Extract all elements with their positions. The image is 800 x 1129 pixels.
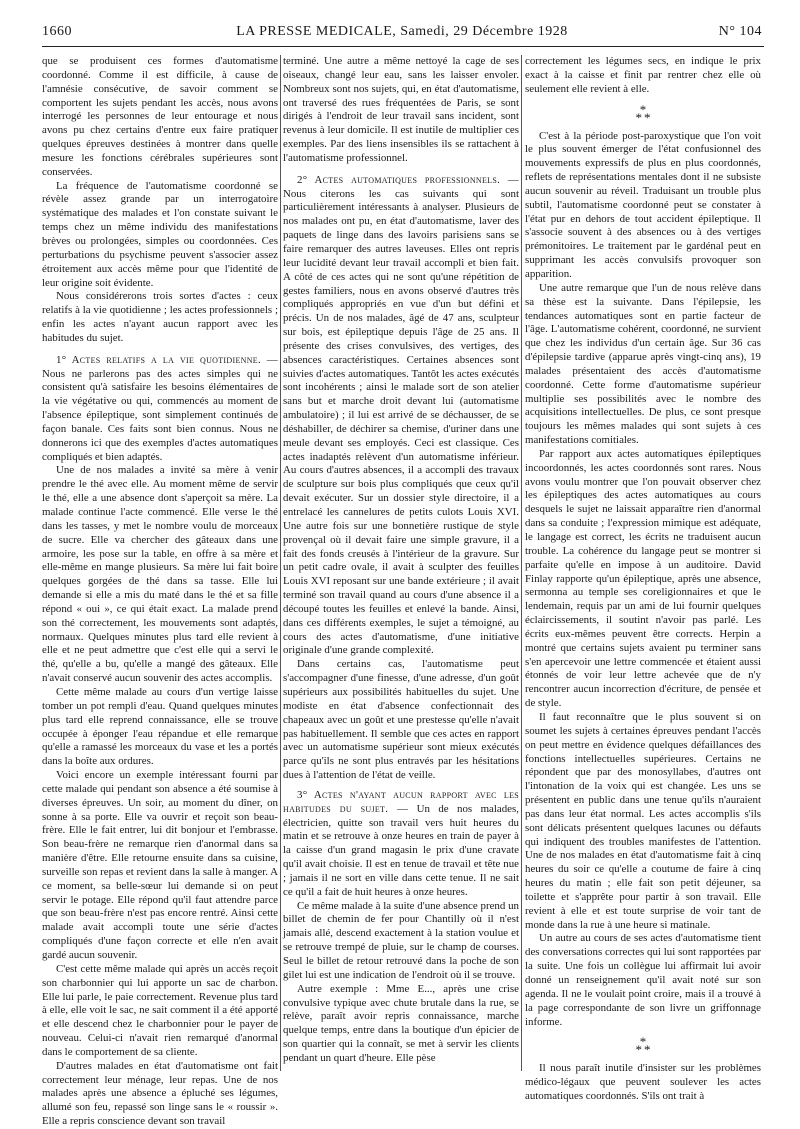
asterism-mark: * * xyxy=(635,109,651,125)
column-divider xyxy=(280,55,281,1071)
section-separator xyxy=(525,1034,761,1058)
journal-title: LA PRESSE MEDICALE, Samedi, 29 Décembre 1928 xyxy=(236,24,568,39)
paragraph: terminé. Une autre a même nettoyé la cage de ses oiseaux, changé leur eau, sans les laisser envoler. Nombreux sont nos sujets, qui, en état d'automatisme, ont traversé des rues fréquentées de Paris, se sont dirigés à l'endroit de leur travail sans incident, sont revenus à leur domicile. Il est inutile de multiplier ces exemples. Par des liens insensibles ils se rattachent à l'automatisme professionnel. xyxy=(283,55,519,164)
page-number: 1660 xyxy=(42,24,72,39)
paragraph: Par rapport aux actes automatiques épileptiques incoordonnés, les actes coordonnés sont rares. Nous avons voulu montrer que l'on pouvait observer chez les épileptiques des actes automatiques au cours desquels le sujet ne laissait apparaître rien d'anormal dans sa conduite ; l'expression mimique est adéquate, le langage est correct, les écrits ne traduisent aucun trouble. La cohérence du langage peut se montrer si parfaite qu'elle en impose à un auditoire. David Finlay rapporte qu'un épileptique, après une absence, sermonna au temple ses coreligionnaires et que le lendemain, requis par un ami de lui fournir quelques éclaircissements, il soutint n'avoir pas parlé. Les écrits eux-mêmes peuvent être corrects. Herpin a montré que certains sujets avaient pu terminer sans s'en apercevoir une lettre commencée et étaient aussi étonnés de voir leur lettre achevée que de n'y rencontrer aucun incorrection d'écriture, de pensée et de style. xyxy=(525,447,761,710)
paragraph: La fréquence de l'automatisme coordonné se révèle assez grande par un interrogatoire systématique des malades et l'on constate suivant le temps chez un même individu des manifestations brèves ou prolongées, simples ou coordonnées. Ces perturbations du psychisme peuvent s'associer assez étroitement aux accès même pour que l'identité de leur origine soit évidente. xyxy=(42,179,278,289)
asterism-mark: * xyxy=(639,101,647,117)
text-column-1 xyxy=(42,55,278,1129)
paragraph: Un autre au cours de ses actes d'automatisme tient des conversations correctes qui lui sont rapportées par la suite. Une fois un collègue lui affirmait lui avoir donné un renseignement qu'il avait noté sur son agenda. Il ne le voulait point croire, mais il a trouvé à la page correspondante de son livre un griffonnage informe. xyxy=(525,932,761,1028)
paragraph: Dans certains cas, l'automatisme peut s'accompagner d'une finesse, d'une adresse, d'un goût supérieurs aux possibilités habituelles du sujet. Une modiste en état d'absence confectionnait des chapeaux avec un goût et une prestesse qu'elle n'avait pas habituellement. Il semble que ces actes en rapport avec un automatisme supérieur sont mieux exécutés parce qu'ils ne sont plus entravés par les hésitations dues à l'attention de l'état de veille. xyxy=(283,658,519,782)
paragraph-text: Nous ne parlerons pas des actes simples qui ne consistent qu'à satisfaire les besoins élémentaires de la vie végétative ou qui, commencés au moment de l'absence épileptique, sont simplement continués de façon banale. Ces faits sont bien connus. Nous ne donnerons ici que des exemples d'actes automatiques compliqués et bien adaptés. xyxy=(42,367,278,463)
section-2-paragraph xyxy=(283,174,519,659)
section-separator xyxy=(525,101,761,125)
section-3-paragraph xyxy=(283,789,519,900)
section-heading: 2° Actes automatiques professionnels. — xyxy=(297,173,519,186)
paragraph: Cette même malade au cours d'un vertige laisse tomber un pot rempli d'eau. Quand quelques minutes plus tard elle reprend connaissance, elle se trouve occupée à éponger l'eau répandue et elle remarque qu'elle a ramassé les morceaux du vase et les a portés dans la boîte aux ordures. xyxy=(42,685,278,768)
paragraph-text: Un de nos malades, électricien, quitte son travail vers huit heures du matin et se retrouve à onze heures en train de payer à la caisse d'un grand magasin le prix d'une cravate qu'il avait choisie. Il est en tenue de travail et tête nue ; jamais il ne sort en ville dans cette tenue. Il ne sait ce qu'il a fait de huit heures à onze heures. xyxy=(283,802,519,898)
paragraph: D'autres malades en état d'automatisme ont fait correctement leur ménage, leur repas. Une de nos malades après une absence a épluché ses légumes, allumé son feu, repassé son linge sans le « roussir ». Elle a repris conscience devant son travail xyxy=(42,1059,278,1128)
paragraph: Autre exemple : Mme E..., après une crise convulsive typique avec chute brutale dans la rue, se relève, paraît avoir repris connaissance, marche quelque temps, entre dans la boutique d'un épicier de son quartier qui la connaît, se met à servir les clients pendant un quart d'heure. Elle pèse xyxy=(283,982,519,1064)
column-divider xyxy=(521,55,522,1071)
text-column-2 xyxy=(283,55,519,1066)
issue-number: N° 104 xyxy=(718,24,762,39)
paragraph: C'est cette même malade qui après un accès reçoit son charbonnier qui lui apporte un sac de charbon. Elle lui parle, le paie correctement. Revenue plus tard à elle, elle voit le sac, ne sait comment il a été apporté et elle descend chez le charbonnier pour le payer de nouveau. Celui-ci n'avait rien remarqué d'anormal dans le comportement de sa cliente. xyxy=(42,962,278,1058)
page-header xyxy=(42,24,762,46)
header-rule xyxy=(42,46,764,47)
paragraph: que se produisent ces formes d'automatisme coordonné. Comme il est difficile, à cause de l'amnésie consécutive, de savoir comment se comportent les sujets pendant les accès, nous avons interrogé les personnes de leur entourage et nous avons pu chez certains d'entre eux faire pratiquer quelques épreuves destinées à montrer dans quelle mesure les fonctions cérébrales supérieures sont conservées. xyxy=(42,55,278,178)
paragraph-text: Nous citerons les cas suivants qui sont particulièrement intéressants à analyser. Plusieurs de nos malades ont pu, en état d'automatisme, laver des paquets de linge dans des lavoirs parisiens sans se faire remarquer des autres laveuses. Elles ont repris leur lucidité devant leur travail accompli et bien fait. A côté de ces actes qui ne sont qu'une répétition de gestes familiers, nous en avons observé d'autres très compliqués appropriés en vue d'un but défini et précis. Un de nos malades, âgé de 47 ans, sculpteur sur bois, est épileptique depuis l'âge de 25 ans. Il présente des crises convulsives, des vertiges, des absences caractéristiques. Certaines absences sont suivies d'actes automatiques. Tantôt les actes exécutés sont incohérents ; ainsi le malade sort de son atelier sans but et marche droit devant lui (automatisme ambulatoire) ; il lui est arrivé de se déchausser, de se déshabiller, de déchirer sa chemise, d'uriner dans une meule devant ses employés. Ceci est classique. Ces actes inadaptés relèvent d'un automatisme inférieur. Au cours d'autres absences, il a accompli des travaux de sculpture sur bois plus compliqués que ceux qu'il devait exécuter. Sur un dossier style directoire, il a entrelacé les cannelures de petits culots Louis XVI. Une autre fois sur une bonnetière rustique de style provençal où il devait faire une simple gravure, il a fait des fonds creusés à l'intérieur de la gravure. Sur un petit cadre ovale, il avait à sculpter des feuilles Louis XVI reposant sur une bande extérieure ; il avait terminé son travail quand au cours d'une absence il a découpé toutes les feuilles et enlevé la bande. Ainsi, dans ces différents exemples, le sujet a témoigné, au cours des actes d'automatisme, d'une initiative originale d'une grande complexité. xyxy=(283,187,519,657)
section-heading: 1° Actes relatifs a la vie quotidienne. — xyxy=(56,353,278,366)
paragraph: Il nous paraît inutile d'insister sur les problèmes médico-légaux que peuvent soulever les actes automatiques coordonnés. S'ils ont trait à xyxy=(525,1062,761,1103)
asterism-mark: * * xyxy=(635,1042,651,1058)
paragraph: Nous considérerons trois sortes d'actes : ceux relatifs à la vie quotidienne ; les actes professionnels ; enfin les actes n'ayant aucun rapport avec les habitudes du sujet. xyxy=(42,290,278,344)
paragraph: Voici encore un exemple intéressant fourni par cette malade qui pendant son absence a été soumise à diverses épreuves. Un soir, au moment du dîner, on sonne à sa porte. Elle va ouvrir et reçoit son beau-frère. Elle le fait entrer, lui dit bonjour et l'embrasse. Son beau-frère ne remarque rien d'anormal dans sa manière d'être. Elle retourne ensuite dans sa cuisine, surveille son repas et revient dans la salle à manger. A ce moment, sa belle-sœur lui demande si on peut servir le potage. Elle répond qu'il faut attendre parce que son beau-frère n'est pas encore rentré. Ainsi cette malade avait accompli toute une série d'actes compliqués d'une façon correcte et elle n'en avait gardé aucun souvenir. xyxy=(42,769,278,961)
paragraph: Il faut reconnaître que le plus souvent si on soumet les sujets à certaines épreuves pendant l'accès on peut mettre en évidence quelques défaillances des fonctions intellectuelles supérieures. Certains ne répondent que par des monosyllabes, d'autres ont l'intonation de la voix qui est changée. Les uns se présentent en public dans une tenue qu'ils n'auraient pas dans leur état normal. Les actes accomplis s'ils sont délicats présentent quelques lacunes ou défauts qui indiquent des troubles manifestes de l'attention. Une de nos malades en état d'automatisme fait à cinq heures du soir ce qu'elle a coutume de faire à cinq heures du matin ; elle fait son petit déjeuner, sa toilette et s'apprête pour partir à son travail. Elle revient à elle et est toute surprise de voir tant de monde dans la rue à une heure si matinale. xyxy=(525,710,761,931)
paragraph: correctement les légumes secs, en indique le prix exact à la caisse et finit par rentrer chez elle où seulement elle revient à elle. xyxy=(525,55,761,95)
paragraph: Une de nos malades a invité sa mère à venir prendre le thé avec elle. Au moment même de servir le thé, elle a une absence dont s'aperçoit sa mère. La malade continue l'acte commencé. Elle verse le thé dans les tasses, y met le nombre voulu de morceaux de sucre. Elle va chercher des gâteaux dans une armoire, les pose sur la table, en offre à sa mère et elle-même en mange plusieurs. Sa mère lui fait boire quelques gorgées de thé dans sa tasse. Elle lui demande si elle a mis du maté dans le thé et sa fille répond « oui », ce qui était exact. La malade prend son thé correctement, les mouvements sont adaptés, normaux. Quelques minutes plus tard elle revient à elle et ne peut admettre que c'est elle qui a servi le thé, qu'elle a bu, qu'elle a mangé des gâteaux. Elle n'avait conservé aucun souvenir des actes accomplis. xyxy=(42,464,278,685)
paragraph: Ce même malade à la suite d'une absence prend un billet de chemin de fer pour Chantilly où il n'est jamais allé, descend exactement à la station voulue et se retrouve trempé de pluie, sur le champ de courses. Seul le billet de retour retrouvé dans la poche de son gilet lui est une indication de l'endroit où il se trouve. xyxy=(283,899,519,981)
asterism-mark: * xyxy=(639,1034,647,1050)
text-column-3 xyxy=(525,55,761,1104)
paragraph: C'est à la période post-paroxystique que l'on voit le plus souvent émerger de l'état confusionnel des mouvements expressifs de plus en plus coordonnés, reflets de représentations mentales dont il ne subsiste aucun souvenir au réveil. Traduisant un trouble plus subtil, l'automatisme coordonné peut se constater à l'état pur en dehors de tout accident épileptique. Il s'associe souvent à des absences ou à des vertiges prémonitoires. Le traitement par le gardénal peut en supprimant les accès convulsifs provoquer son apparition. xyxy=(525,129,761,280)
section-1-paragraph xyxy=(42,354,278,465)
paragraph: Une autre remarque que l'un de nous relève dans sa thèse est la suivante. Dans l'épilepsie, les tendances automatiques sont en partie facteur de l'âge. L'automatisme cohérent, coordonné, ne survient que chez les individus d'un certain âge. Sur 36 cas d'épilepsie tardive (apparue après vingt-cinq ans), 19 malades présentaient des accès d'automatisme coordonné. Cette forme d'automatisme supérieur multiplie ses possibilités avec le nombre des acquisitions intellectuelles. De plus, ce sont presque toujours les mêmes malades qui sont sujets à ces manifestations comitiales. xyxy=(525,281,761,447)
section-heading: 3° Actes n'ayant aucun rapport avec les habitudes du sujet. — xyxy=(283,788,519,815)
